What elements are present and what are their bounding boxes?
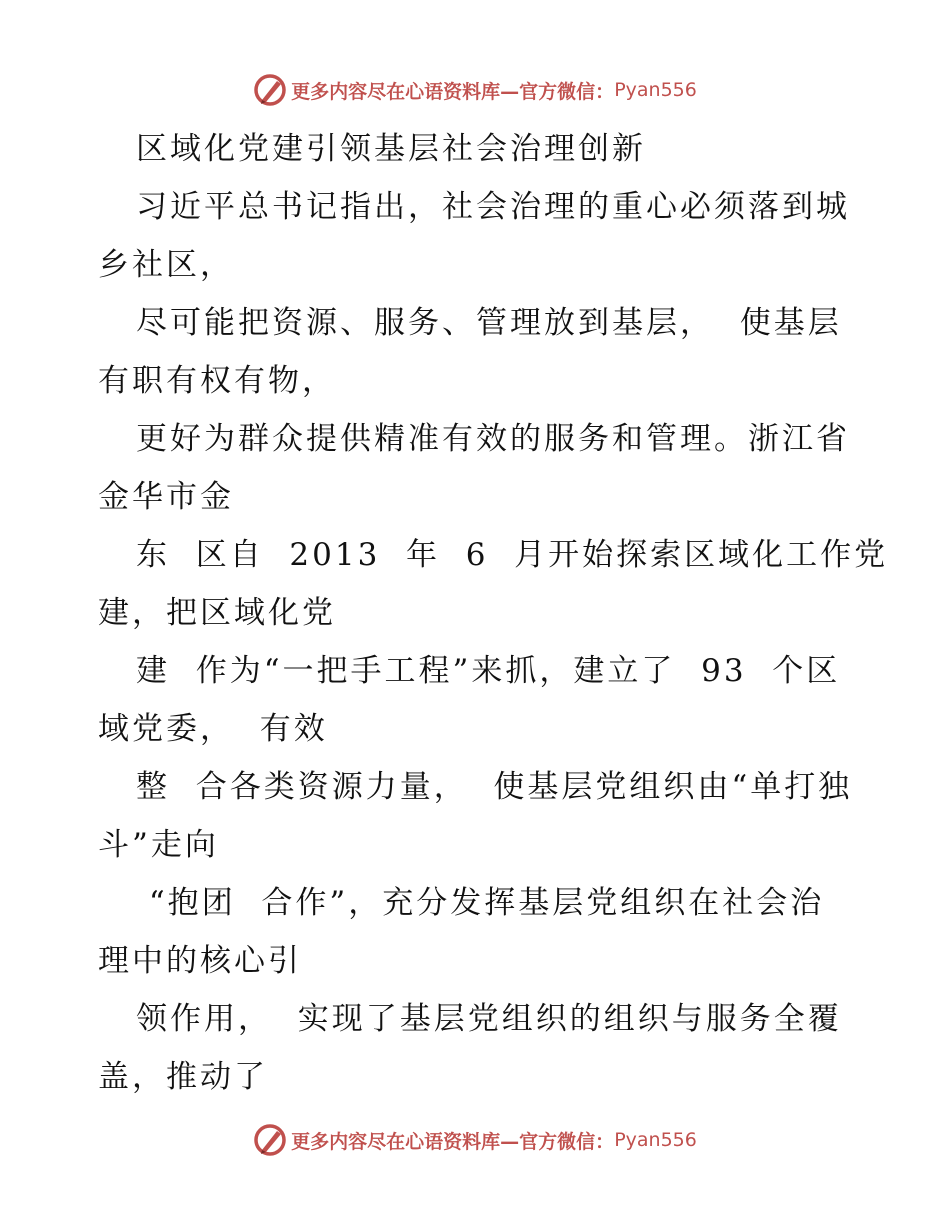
header-watermark — [0, 70, 950, 110]
watermark-separator: —官方微信： — [500, 80, 615, 103]
document-body — [98, 120, 889, 1106]
text-line: 整 合各类资源力量， 使基层党组织由“单打独 — [136, 769, 853, 805]
document-title: 区域化党建引领基层社会治理创新 — [136, 131, 646, 167]
text-line: 金华市金 — [98, 479, 234, 515]
watermark-text: 更多内容尽在心语资料库 — [291, 80, 501, 103]
text-line: “抱团 合作”，充分发挥基层党组织在社会治 — [136, 885, 825, 921]
watermark-account: Pyan556 — [614, 79, 697, 101]
text-line: 乡社区， — [98, 247, 234, 283]
pen-logo-icon — [253, 1123, 287, 1157]
footer-watermark — [0, 1120, 950, 1160]
text-line: 域党委， 有效 — [98, 711, 328, 747]
watermark-account: Pyan556 — [614, 1129, 697, 1151]
text-line: 建 作为“一把手工程”来抓，建立了 93 个区 — [136, 653, 841, 689]
text-line: 有职有权有物， — [98, 363, 336, 399]
watermark-separator: —官方微信： — [500, 1130, 615, 1153]
pen-logo-icon — [253, 73, 287, 107]
watermark-text: 更多内容尽在心语资料库 — [291, 1130, 501, 1153]
text-line: 领作用， 实现了基层党组织的组织与服务全覆 — [136, 1001, 842, 1037]
text-line: 理中的核心引 — [98, 943, 302, 979]
text-line: 习近平总书记指出，社会治理的重心必须落到城 — [136, 189, 850, 225]
text-line: 盖，推动了 — [98, 1059, 268, 1095]
text-line: 更好为群众提供精准有效的服务和管理。浙江省 — [136, 421, 850, 457]
text-line: 建，把区域化党 — [98, 595, 336, 631]
text-line: 斗”走向 — [98, 827, 219, 863]
text-line: 尽可能把资源、服务、管理放到基层， 使基层 — [136, 305, 842, 341]
text-line: 东 区自 2013 年 6 月开始探索区域化工作党 — [136, 537, 889, 573]
